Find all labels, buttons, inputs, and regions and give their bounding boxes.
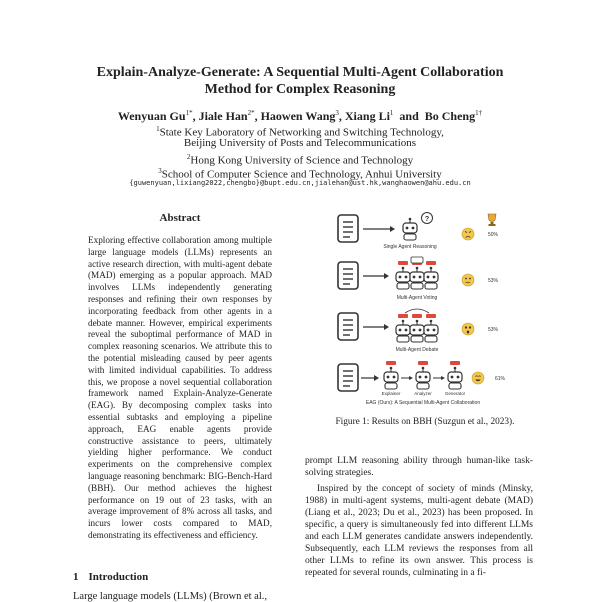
author-separator: ,	[338, 109, 342, 123]
section-number: 1	[73, 571, 79, 583]
figure-caption: Figure 1: Results on BBH (Suzgun et al., 2023).	[335, 417, 515, 427]
affiliation-1: $^1$State Key Laboratory of Networking and Switching Technology,	[156, 125, 444, 139]
author-mark: 1*	[185, 109, 193, 117]
abstract-heading: Abstract	[159, 212, 201, 224]
author-name: Haowen Wang	[260, 109, 336, 123]
affiliation-3: $^3$School of Computer Science and Technology, Anhui University	[158, 167, 442, 181]
author-separator: ,	[192, 109, 196, 123]
author-separator: ,	[254, 109, 258, 123]
robot-icon	[448, 367, 462, 389]
section-heading-introduction	[73, 571, 148, 583]
row-score: 53%	[488, 278, 499, 284]
confused-face-icon	[462, 274, 474, 286]
author-mark: 1	[389, 109, 394, 117]
robot-icon	[424, 267, 438, 289]
robot-icon	[396, 320, 410, 342]
row-score: 50%	[488, 232, 499, 238]
row-label: Multi-Agent Voting	[396, 295, 438, 301]
author-name: Jiale Han	[198, 109, 248, 123]
debate-arrow-icon	[405, 309, 429, 313]
row-label: EAG (Ours): A Sequential Multi-Agent Collaboration	[365, 400, 481, 406]
robot-icon	[416, 367, 430, 389]
robot-icon	[410, 267, 424, 289]
affiliation-1-cont: Beijing University of Posts and Telecommunications	[183, 137, 417, 149]
author-and: and	[399, 109, 419, 123]
author-name: Bo Cheng	[424, 109, 476, 123]
paragraph: Inspired by the concept of society of minds (Minsky, 1988) in multi-agent systems, multi-agent debate (MAD) (Liang et al., 2023; Du et al., 2023) has been proposed. In specific, a query is simultaneously fed into different LLMs and each LLM generates candidate answers independently. Subsequently, each LLM reviews the responses from all other LLMs to refine its own answer. This process is repeated for several rounds, culminating in a fi-	[305, 484, 533, 578]
robot-icon	[396, 267, 410, 289]
author-name: Xiang Li	[344, 109, 390, 123]
role-label-explainer: Explainer	[381, 391, 401, 396]
row-single-agent	[338, 213, 499, 251]
row-score: 53%	[488, 327, 499, 333]
svg-text:?: ?	[424, 216, 430, 223]
row-score: 61%	[495, 376, 506, 382]
arrow-head	[390, 226, 395, 232]
title-line-2: Method for Complex Reasoning	[204, 82, 396, 97]
row-eag	[338, 361, 506, 406]
trophy-icon	[488, 214, 496, 226]
query-document-icon	[338, 215, 358, 242]
right-column-text	[305, 455, 533, 579]
paper-title	[40, 64, 560, 98]
robot-icon	[424, 320, 438, 342]
row-multi-agent-voting	[338, 257, 499, 301]
ballot-box-icon	[411, 257, 423, 263]
query-document-icon	[338, 313, 358, 340]
robot-icon	[384, 367, 398, 389]
intro-first-line: Large language models (LLMs) (Brown et al.,	[73, 591, 267, 602]
role-label-generator: Generator	[444, 391, 466, 396]
section-title: Introduction	[88, 571, 149, 583]
title-line-1: Explain-Analyze-Generate: A Sequential Multi-Agent Collaboration	[96, 65, 504, 80]
figure-1	[325, 205, 525, 415]
robot-icon	[403, 218, 417, 240]
author-mark: 2*	[247, 109, 255, 117]
query-document-icon	[338, 262, 358, 289]
robot-icon	[410, 320, 424, 342]
role-label-analyzer: Analyzer	[414, 391, 432, 396]
happy-face-icon	[472, 372, 484, 384]
abstract-body: Exploring effective collaboration among multiple large language models (LLMs) represents an active research direction, with multi-agent debate (MAD) emerging as a popular approach. MAD involves LLMs independently generating responses and refining their own responses by incorporating feedback from other agents in a debate manner. However, empirical experiments reveal the suboptimal performance of MAD in complex reasoning scenarios. We attribute this to the potential misleading caused by peer agents with limited individual capabilities. To address this, we propose a novel sequential collaboration framework named Explain-Analyze-Generate (EAG). By decomposing complex tasks into essential subtasks and employing a pipeline approach, EAG enable agents provide constructive assistance to peers, ultimately yielding higher performance. We conduct experiments on the comprehensive complex language reasoning benchmark: BIG-Bench-Hard (BBH). Our method achieves the highest performance on 19 out of 23 tasks, with an average improvement of 8% across all tasks, and incurs lower costs compared to MAD, demonstrating its effectiveness and efficiency.	[88, 235, 272, 540]
angry-face-icon	[462, 228, 474, 240]
author-mark: 1†	[475, 109, 483, 117]
affiliation-2: $^2$Hong Kong University of Science and Technology	[186, 153, 414, 167]
paragraph: prompt LLM reasoning ability through human-like task-solving strategies.	[305, 456, 533, 478]
row-label: Single Agent Reasoning	[383, 244, 437, 250]
author-emails: {guwenyuan,lixiang2022,chengbo}@bupt.edu.cn,jialehan@ust.hk,wanghaowen@ahu.edu.cn	[129, 179, 471, 187]
author-mark: 3	[335, 109, 339, 117]
query-document-icon	[338, 364, 358, 391]
author-name: Wenyuan Gu	[117, 109, 186, 123]
row-label: Multi-Agent Debate	[395, 347, 439, 353]
row-multi-agent-debate	[338, 309, 499, 353]
